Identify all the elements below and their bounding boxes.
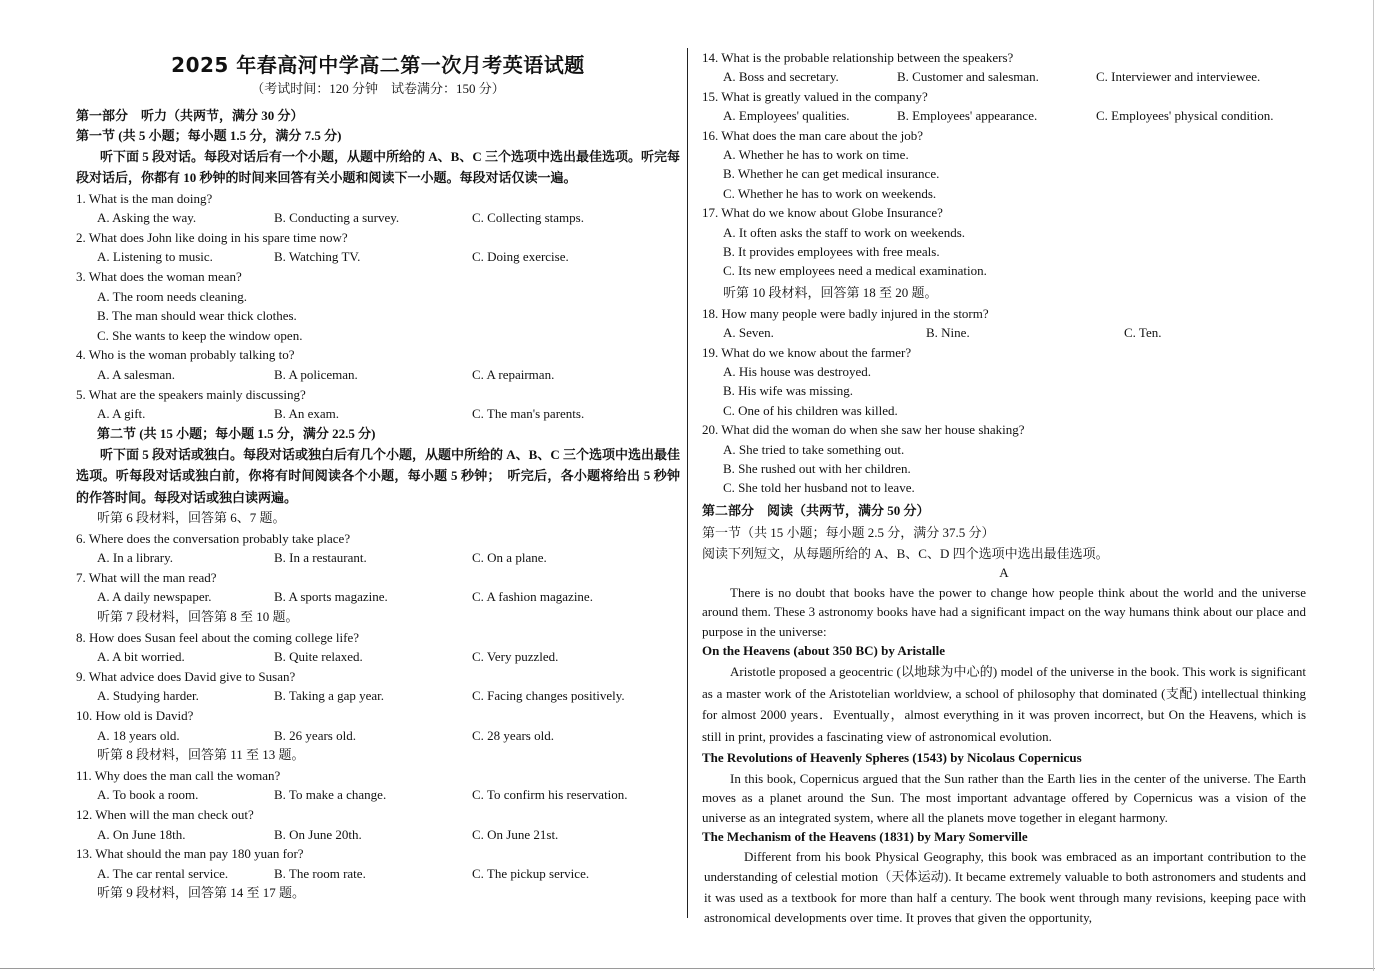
option-a: A. 18 years old.	[97, 727, 180, 743]
question-stem: 4. Who is the woman probably talking to?	[76, 347, 295, 363]
option-b: B. A policeman.	[274, 366, 358, 382]
option-a: A. Listening to music.	[97, 249, 213, 265]
option-a: A. The car rental service.	[97, 865, 229, 881]
part2-section1-heading: 第一节（共 15 小题；每小题 2.5 分，满分 37.5 分）	[702, 524, 995, 540]
question-stem: 16. What does the man care about the job?	[702, 127, 924, 143]
question-options	[76, 587, 680, 607]
option-b: B. Employees' appearance.	[897, 108, 1038, 124]
question-stem: 13. What should the man pay 180 yuan for?	[76, 846, 304, 862]
option-a: A. His house was destroyed.	[723, 364, 872, 380]
question-options	[76, 864, 680, 884]
option-b: B. To make a change.	[274, 787, 387, 803]
question-stem: 14. What is the probable relationship between the speakers?	[702, 50, 1014, 65]
option-a: A. Whether he has to work on time.	[723, 147, 909, 162]
part1-section1-instruction: 听下面 5 段对话。每段对话后有一个小题，从题中所给的 A、B、C 三个选项中选出最佳选项。听完每段对话后，你都有 10 秒钟的时间来回答有关小题和阅读下一小题。每段对话仅读一遍。	[76, 148, 680, 186]
option-b: B. In a restaurant.	[274, 550, 367, 566]
question-options	[76, 548, 680, 568]
option-c: C. Collecting stamps.	[472, 210, 584, 226]
option-b: B. An exam.	[274, 406, 339, 422]
option-b: B. On June 20th.	[274, 826, 362, 842]
option-c: C. Facing changes positively.	[472, 688, 625, 704]
option-a: A. A bit worried.	[97, 649, 185, 665]
question-options	[76, 247, 680, 267]
option-b: B. His wife was missing.	[723, 383, 853, 399]
column-divider	[687, 48, 688, 918]
option-b: B. It provides employees with free meals.	[723, 244, 940, 260]
question-stem: 6. Where does the conversation probably take place?	[76, 530, 351, 546]
option-b: B. 26 years old.	[274, 727, 356, 743]
part1-section1-heading: 第一节 (共 5 小题；每小题 1.5 分，满分 7.5 分)	[76, 127, 342, 143]
option-b: B. Nine.	[926, 325, 970, 341]
option-a: A. Boss and secretary.	[723, 69, 839, 85]
question-stem: 20. What did the woman do when she saw her house shaking?	[702, 422, 1025, 438]
option-b: B. Taking a gap year.	[274, 688, 385, 704]
page-right-border	[1373, 0, 1374, 971]
option-b: B. Watching TV.	[274, 249, 361, 265]
part1-section2-instruction: 听下面 5 段对话或独白。每段对话或独白后有几个小题，从题中所给的 A、B、C 三个选项中选出最佳选项。听每段对话或独白前，你将有时间阅读各个小题，每小题 5 秒钟； 听完后，各小题将给出 5 秒钟的作答时间。每段对话或独白读两遍。	[76, 446, 680, 505]
material-note: 听第 10 段材料，回答第 18 至 20 题。	[723, 284, 938, 300]
option-c: C. Its new employees need a medical examination.	[723, 263, 987, 279]
option-c: C. She wants to keep the window open.	[97, 327, 303, 343]
exam-title: 2025 年春高河中学高二第一次月考英语试题	[171, 53, 585, 77]
left-column	[76, 50, 680, 904]
question-stem: 11. Why does the man call the woman?	[76, 767, 281, 783]
option-c: C. A fashion magazine.	[472, 589, 593, 605]
question-options	[76, 825, 680, 845]
question-stem: 18. How many people were badly injured in the storm?	[702, 305, 989, 321]
option-a: A. In a library.	[97, 550, 174, 566]
option-c: C. Very puzzled.	[472, 649, 559, 665]
question-options	[76, 785, 680, 805]
option-b: B. She rushed out with her children.	[723, 461, 911, 477]
option-a: A. Employees' qualities.	[723, 108, 850, 124]
option-c: C. Employees' physical condition.	[1096, 108, 1274, 124]
option-a: A. It often asks the staff to work on weekends.	[723, 224, 966, 240]
option-b: B. Whether he can get medical insurance.	[723, 166, 940, 182]
question-stem: 7. What will the man read?	[76, 569, 217, 585]
material-note: 听第 6 段材料，回答第 6、7 题。	[97, 510, 286, 526]
option-b: B. The room rate.	[274, 865, 366, 881]
book-description: Different from his book Physical Geography, this book was embraced as an important contribution to the understanding of celestial motion（天体运动). It became extremely valuable to both astronomers and students and it was used as a textbook for more than half a century. The book went through many revisions, keeping pace with astronomical developments over time. It proves that given the opportunity,	[704, 848, 1306, 926]
option-c: C. On June 21st.	[472, 826, 559, 842]
exam-subtitle: （考试时间：120 分钟 试卷满分：150 分）	[251, 81, 505, 96]
right-column	[702, 48, 1306, 929]
question-stem: 15. What is greatly valued in the company?	[702, 88, 928, 104]
question-stem: 2. What does John like doing in his spare time now?	[76, 229, 348, 245]
option-a: A. Studying harder.	[97, 688, 199, 704]
option-c: C. The pickup service.	[472, 865, 590, 881]
book-description: In this book, Copernicus argued that the Sun rather than the Earth lies in the center of the universe. The Earth moves as a planet around the Sun. The most important advantage offered by Copernicus was a vision of the universe as an integrated system, where all the planets move together in elegant harmony.	[702, 770, 1306, 825]
question-stem: 9. What advice does David give to Susan?	[76, 668, 296, 684]
option-c: C. Whether he has to work on weekends.	[723, 185, 937, 201]
part1-heading: 第一部分 听力（共两节，满分 30 分）	[76, 108, 304, 123]
part1-section2-heading: 第二节 (共 15 小题；每小题 1.5 分，满分 22.5 分)	[97, 425, 376, 441]
question-stem: 10. How old is David?	[76, 707, 194, 723]
passage-label: A	[999, 564, 1009, 580]
option-b: B. Quite relaxed.	[274, 649, 363, 665]
option-a: A. A salesman.	[97, 366, 175, 382]
option-b: B. Conducting a survey.	[274, 210, 400, 226]
question-stem: 8. How does Susan feel about the coming college life?	[76, 629, 360, 645]
option-c: C. Interviewer and interviewee.	[1096, 69, 1261, 85]
option-c: C. To confirm his reservation.	[472, 787, 628, 803]
question-options	[76, 365, 680, 385]
option-c: C. On a plane.	[472, 550, 547, 566]
option-a: A. Asking the way.	[97, 210, 197, 226]
question-stem: 17. What do we know about Globe Insurance?	[702, 205, 943, 221]
option-a: A. Seven.	[723, 325, 774, 341]
option-a: A. A gift.	[97, 406, 146, 422]
material-note: 听第 7 段材料，回答第 8 至 10 题。	[97, 608, 299, 624]
question-stem: 1. What is the man doing?	[76, 190, 213, 206]
option-c: C. A repairman.	[472, 366, 555, 382]
material-note: 听第 8 段材料，回答第 11 至 13 题。	[97, 747, 305, 763]
part2-heading: 第二部分 阅读（共两节，满分 50 分）	[702, 502, 930, 518]
question-stem: 3. What does the woman mean?	[76, 268, 242, 284]
question-options	[76, 686, 680, 706]
option-b: B. Customer and salesman.	[897, 69, 1039, 85]
question-options	[702, 67, 1306, 86]
page-bottom-border	[0, 968, 1375, 969]
option-a: A. The room needs cleaning.	[97, 288, 247, 304]
option-c: C. One of his children was killed.	[723, 402, 898, 418]
question-options	[702, 106, 1306, 125]
option-c: C. Doing exercise.	[472, 249, 569, 265]
option-c: C. 28 years old.	[472, 727, 554, 743]
option-c: C. The man's parents.	[472, 406, 585, 422]
book-description: Aristotle proposed a geocentric (以地球为中心的) model of the universe in the book. This work is significant as a master work of the Aristotelian worldview, a school of philosophy that dominated (支配) intellectual thinking for almost 2000 years．Eventually，almost everything in it was proven incorrect, but On the Heavens, which is still in print, provides a fascinating view of astronomical evolution.	[702, 663, 1306, 745]
option-b: B. A sports magazine.	[274, 589, 388, 605]
book-title: The Revolutions of Heavenly Spheres (1543) by Nicolaus Copernicus	[702, 750, 1082, 766]
option-c: C. Ten.	[1124, 325, 1162, 341]
question-options	[702, 323, 1306, 342]
part2-instruction: 阅读下列短文，从每题所给的 A、B、C、D 四个选项中选出最佳选项。	[702, 545, 1109, 561]
material-note: 听第 9 段材料，回答第 14 至 17 题。	[97, 885, 306, 901]
option-c: C. She told her husband not to leave.	[723, 480, 915, 496]
option-b: B. The man should wear thick clothes.	[97, 308, 297, 324]
question-options	[76, 404, 680, 424]
question-options	[76, 647, 680, 667]
question-options	[76, 208, 680, 228]
passage-intro: There is no doubt that books have the power to change how people think about the world and the universe around them. These 3 astronomy books have had a significant impact on the way humans think about our place and purpose in the universe:	[702, 584, 1306, 639]
option-a: A. A daily newspaper.	[97, 589, 212, 605]
question-stem: 19. What do we know about the farmer?	[702, 344, 912, 360]
option-a: A. To book a room.	[97, 787, 199, 803]
question-stem: 5. What are the speakers mainly discussing?	[76, 386, 306, 402]
option-a: A. She tried to take something out.	[723, 441, 905, 457]
question-options	[76, 726, 680, 746]
book-title: The Mechanism of the Heavens (1831) by Mary Somerville	[702, 829, 1028, 845]
option-a: A. On June 18th.	[97, 826, 186, 842]
question-stem: 12. When will the man check out?	[76, 806, 254, 822]
book-title: On the Heavens (about 350 BC) by Aristalle	[702, 643, 946, 659]
